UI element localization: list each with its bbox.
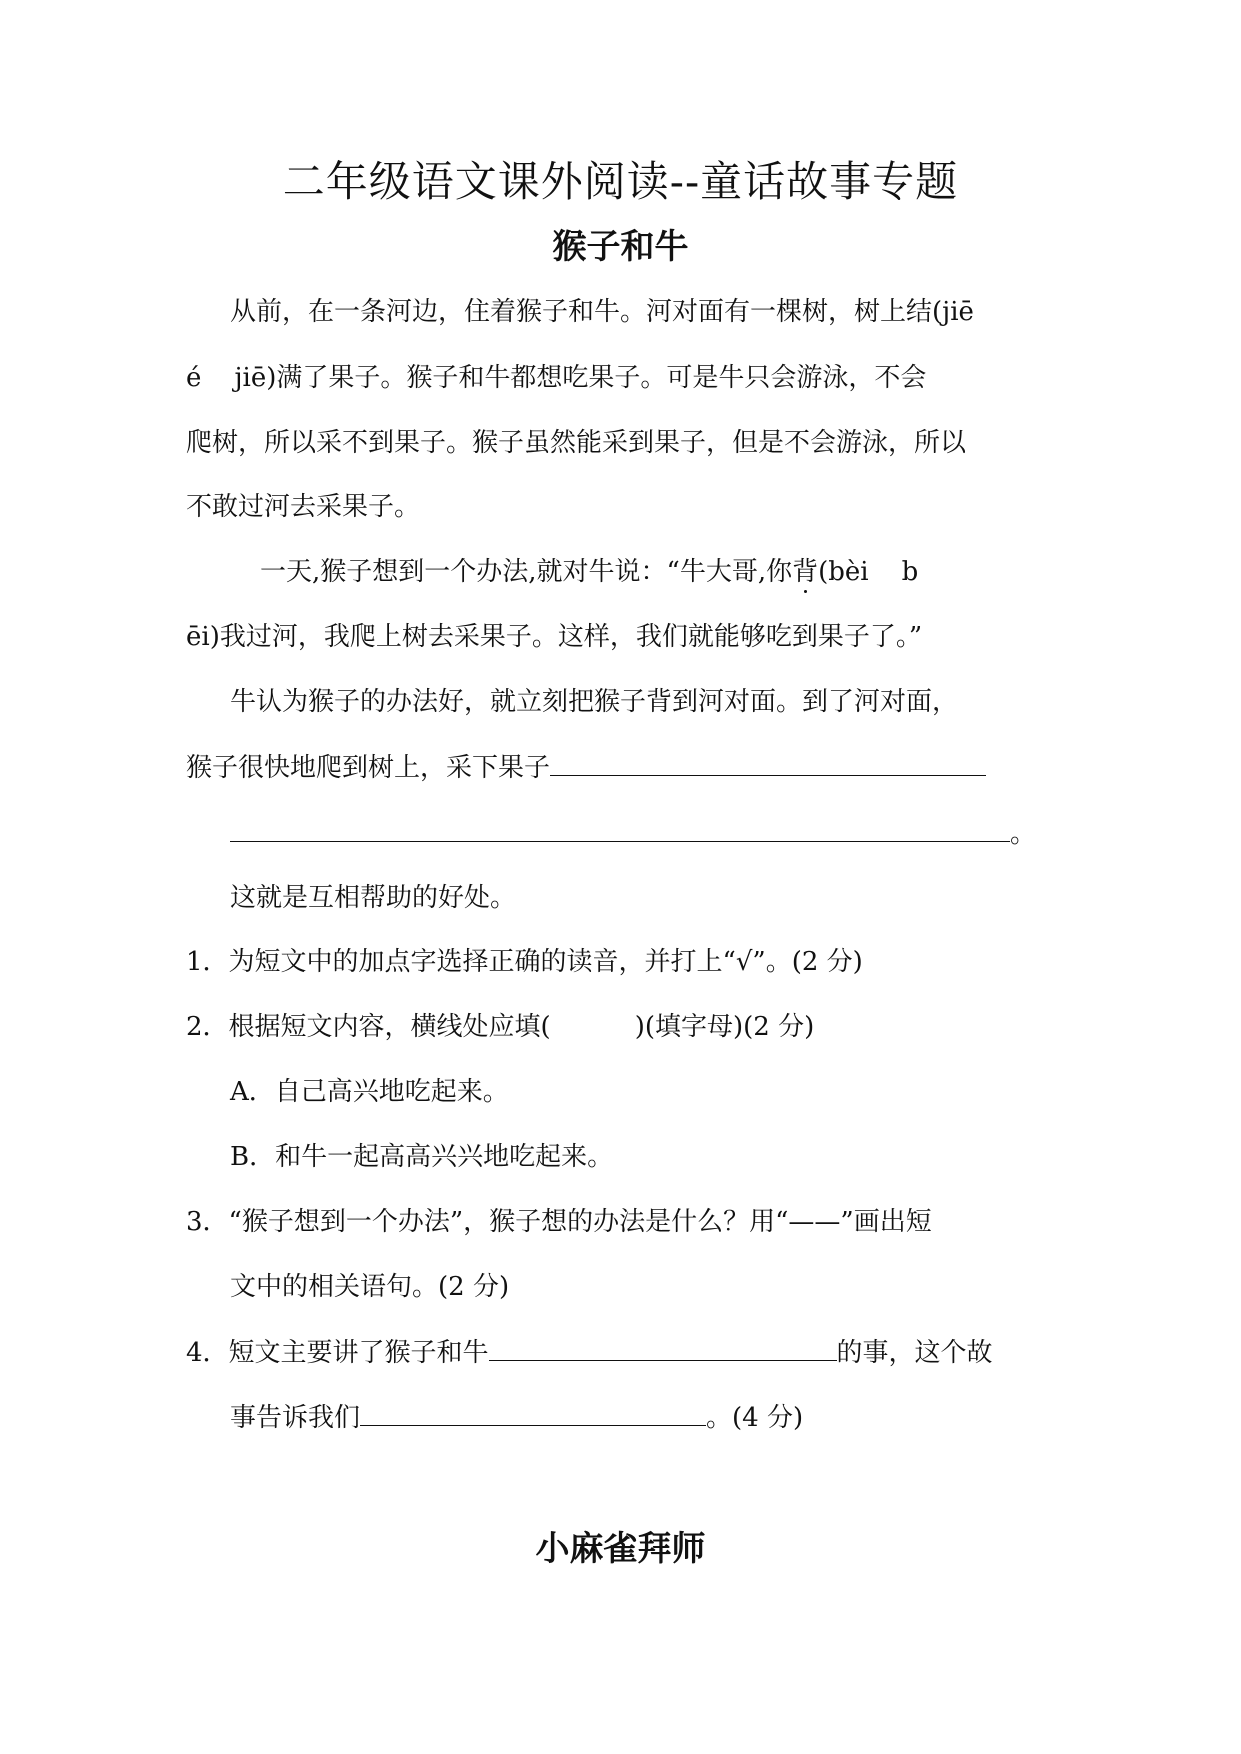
question-2-option-a [230,1070,1060,1114]
question-4-line-2 [230,1395,1060,1439]
paragraph-1-line-4 [186,485,1056,529]
answer-blank[interactable] [360,1395,706,1426]
answer-blank[interactable] [489,1330,837,1361]
paragraph-3-line-1 [230,680,1060,724]
option-text: B．和牛一起高高兴兴地吃起来。 [230,1142,614,1172]
paragraph-2-line-1 [260,550,1060,594]
story-title-monkey-and-ox: 猴子和牛 [552,227,689,267]
page-title: 二年级语文课外阅读--童话故事专题 [282,157,959,206]
question-text: 文中的相关语句。(2 分) [230,1272,510,1302]
question-2-option-b [230,1135,1060,1179]
paragraph-text: 一天,猴子想到一个办法,就对牛说：“牛大哥,你 [260,557,793,587]
question-2 [186,1005,1056,1049]
question-text: 3．“猴子想到一个办法”，猴子想的办法是什么？用“——”画出短 [186,1207,932,1237]
dotted-character: 背 [792,557,819,587]
paragraph-text: 满了果子。猴子和牛都想吃果子。可是牛只会游泳，不会 [276,363,927,393]
question-text: 事告诉我们 [230,1403,361,1433]
paragraph-4 [230,876,1060,920]
paragraph-3-line-3 [230,811,1060,855]
paragraph-text: ēi)我过河，我爬上树去采果子。这样，我们就能够吃到果子了。” [186,622,923,652]
story-title-little-sparrow: 小麻雀拜师 [535,1529,706,1569]
paragraph-text: 猴子很快地爬到树上，采下果子 [186,753,551,783]
question-4-line-1 [186,1330,1056,1374]
pinyin-choice: (bèi b [818,557,919,587]
question-3-line-1 [186,1200,1056,1244]
question-text: 的事，这个故 [836,1338,993,1368]
answer-blank[interactable] [230,811,1010,842]
paragraph-1-line-3 [186,421,1056,465]
question-text: 4．短文主要讲了猴子和牛 [186,1338,489,1368]
paragraph-text: 爬树，所以采不到果子。猴子虽然能采到果子，但是不会游泳，所以 [186,428,967,458]
pinyin-choice: é jiē) [186,363,277,393]
answer-blank[interactable] [550,745,986,776]
paragraph-text: 牛认为猴子的办法好，就立刻把猴子背到河对面。到了河对面， [230,687,959,717]
paragraph-text: 这就是互相帮助的好处。 [230,883,517,913]
question-text: 1．为短文中的加点字选择正确的读音，并打上“√”。(2 分) [186,947,863,977]
question-text: 。(4 分) [706,1403,804,1433]
question-1 [186,940,1056,984]
option-text: A．自己高兴地吃起来。 [230,1077,509,1107]
pinyin-choice: (jiē [932,297,974,327]
paragraph-text: 不敢过河去采果子。 [186,492,421,522]
question-text: )(填字母)(2 分) [634,1012,815,1042]
paragraph-text: 从前，在一条河边，住着猴子和牛。河对面有一棵树，树上结 [230,297,933,327]
paragraph-3-line-2 [186,745,1056,789]
question-3-line-2 [230,1265,1060,1309]
paragraph-1-line-2 [186,356,1056,400]
paragraph-text: 。 [1010,819,1037,849]
question-text: 2．根据短文内容，横线处应填( [186,1012,551,1042]
paragraph-1-line-1 [230,290,1060,334]
paragraph-2-line-2 [186,615,1056,659]
